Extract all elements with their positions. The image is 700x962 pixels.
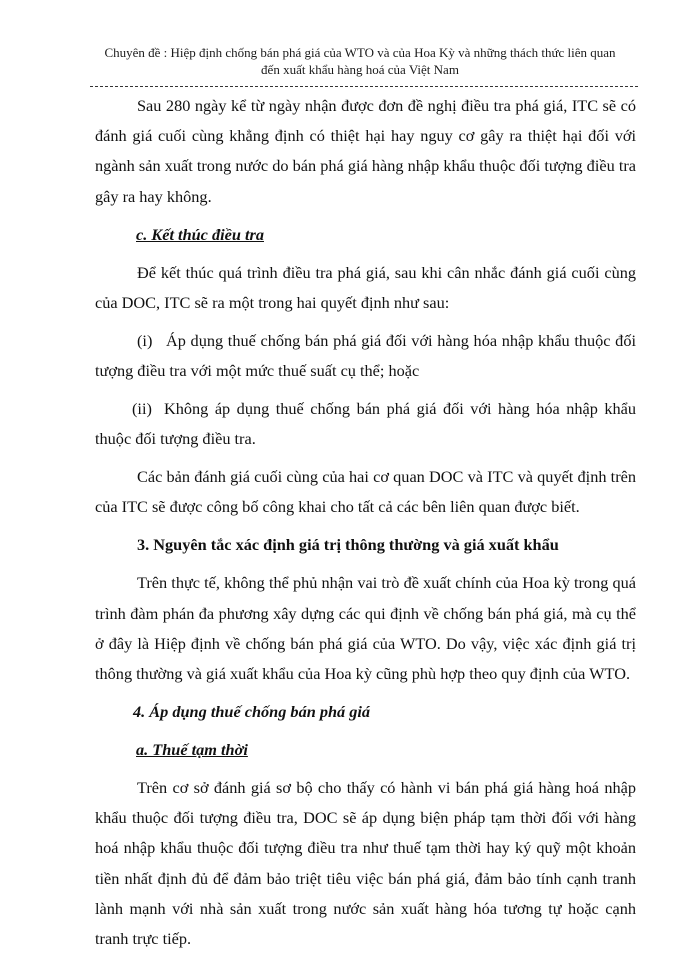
heading-provisional-duty: a. Thuế tạm thời [136,740,248,760]
paragraph-provisional-measures: Trên cơ sở đánh giá sơ bộ cho thấy có hành vi bán phá giá hàng hoá nhập khẩu thuộc đối tượng điều tra, DOC sẽ áp dụng biện pháp tạm thời đối với hàng hoá nhập khẩu thuộc đối tượng điều tra như thuế tạm thời hay ký quỹ một khoản tiền nhất định đủ để đảm bảo triệt tiêu việc bán phá giá, đảm bảo tính cạnh tranh lành mạnh với nhà sản xuất trong nước sản xuất hàng hóa tương tự hoặc cạnh tranh trực tiếp. [95,778,636,949]
document-body [95,91,636,962]
heading-section-3: 3. Nguyên tắc xác định giá trị thông thường và giá xuất khẩu [137,535,559,555]
list-item-text: Áp dụng thuế chống bán phá giá đối với hàng hóa nhập khẩu thuộc đối tượng điều tra với một mức thuế suất cụ thể; hoặc [95,330,636,381]
header-line-1: Chuyên đề : Hiệp định chống bán phá giá của WTO và của Hoa Kỳ và những thách thức liên quan [104,45,616,60]
header-line-2: đến xuất khẩu hàng hoá của Việt Nam [261,62,459,77]
heading-section-4: 4. Áp dụng thuế chống bán phá giá [133,702,371,722]
heading-end-of-investigation: c. Kết thúc điều tra [136,224,264,244]
list-item-text: Không áp dụng thuế chống bán phá giá đối với hàng hóa nhập khẩu thuộc đối tượng điều tra. [95,399,636,449]
list-marker: (ii) [132,399,152,419]
header-divider [90,86,638,87]
list-item-apply-duty [95,326,636,386]
list-marker: (i) [137,330,153,350]
running-header [80,44,640,78]
list-item-no-duty [95,394,636,454]
paragraph-us-role: Trên thực tế, không thể phủ nhận vai trò đề xuất chính của Hoa kỳ trong quá trình đàm phán đa phương xây dựng các qui định về chống bán phá giá, mà cụ thể ở đây là Hiệp định về chống bán phá giá của WTO. Do vậy, việc xác định giá trị thông thường và giá xuất khẩu của Hoa kỳ cũng phù hợp theo quy định của WTO. [95,573,636,684]
paragraph-itc-final-assessment: Sau 280 ngày kể từ ngày nhận được đơn đề nghị điều tra phá giá, ITC sẽ có đánh giá cuối cùng khẳng định có thiệt hại hay nguy cơ gây ra thiệt hại đối với ngành sản xuất trong nước do bán phá giá hàng nhập khẩu thuộc đối tượng điều tra gây ra hay không. [95,96,636,206]
paragraph-conclusion-intro: Để kết thúc quá trình điều tra phá giá, sau khi cân nhắc đánh giá cuối cùng của DOC, ITC sẽ ra một trong hai quyết định như sau: [95,262,636,312]
paragraph-publication: Các bản đánh giá cuối cùng của hai cơ quan DOC và ITC và quyết định trên của ITC sẽ được công bố công khai cho tất cả các bên liên quan được biết. [95,467,636,517]
